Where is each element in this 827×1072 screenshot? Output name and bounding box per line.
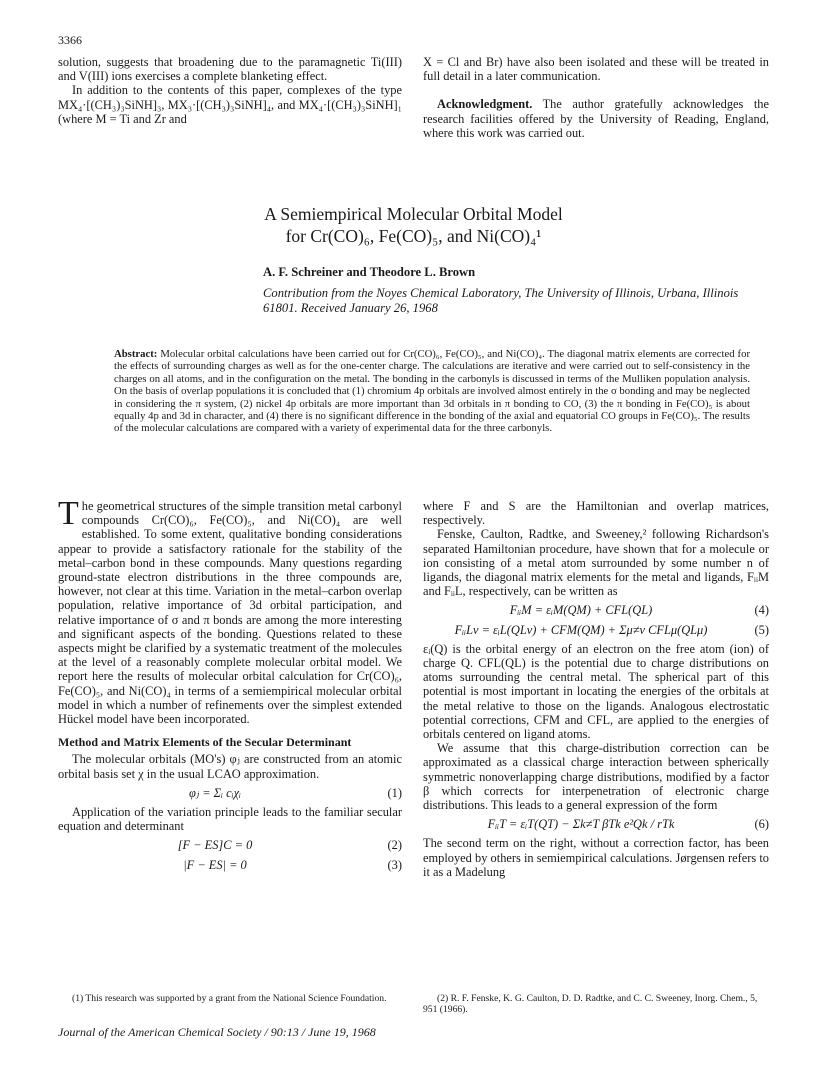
equation-5 (423, 623, 769, 637)
top-right-column (423, 55, 769, 140)
equation-1 (58, 786, 402, 800)
paragraph: Fenske, Caulton, Radtke, and Sweeney,² following Richardson's separated Hamiltonian procedure, have shown that for a molecule or ion consisting of a metal atom surrounded by some number n of ligands, the diagonal matrix elements for the metal and ligands, FᵢᵢM and FᵢᵢL, respectively, can be written as (423, 527, 769, 599)
authors: A. F. Schreiner and Theodore L. Brown (263, 265, 476, 279)
top-left-column (58, 55, 402, 126)
equation-number: (4) (754, 603, 769, 618)
equation-2 (58, 838, 402, 852)
footnote-1: (1) This research was supported by a grant from the National Science Foundation. (72, 993, 387, 1004)
paragraph: The molecular orbitals (MO's) φⱼ are constructed from an atomic orbital basis set χ in the usual LCAO approximation. (58, 752, 402, 781)
equation-expression: φⱼ = Σᵢ cᵢχᵢ (189, 785, 241, 800)
paragraph: solution, suggests that broadening due to the paramagnetic Ti(III) and V(III) ions exercises a complete blanketing effect. (58, 55, 402, 84)
title-line-1: A Semiempirical Molecular Orbital Model (264, 204, 563, 224)
page-number: 3366 (58, 33, 82, 47)
abstract-label: Abstract: (114, 348, 158, 360)
paragraph: We assume that this charge-distribution correction can be approximated as a classical charge interaction between spherically symmetric nonoverlapping charge distributions, modified by a factor β which corrects for interpenetration of electronic charge distributions. This leads to a general expression of the form (423, 741, 769, 813)
paragraph: εᵢ(Q) is the orbital energy of an electron on the free atom (ion) of charge Q. CFL(QL) is the potential due to charge distributions on atoms surrounding the central metal. The spherical part of this potential is most important in locating the energies of the orbitals at the metal relative to those on the ligands. Analogous electrostatic potential corrections, CFM and CFL, are applied to the energies of orbitals centered on ligand atoms. (423, 641, 769, 742)
paragraph: In addition to the contents of this paper, complexes of the type MX₄·[(CH₃)₃SiNH]₃, MX₃·[(CH₃)₃SiNH]₄, and MX₄·[(CH₃)₃SiNH]₁ (where M = Ti and Zr and (58, 83, 402, 126)
abstract (114, 348, 750, 435)
equation-expression: FᵢᵢM = εᵢM(QM) + CFL(QL) (509, 603, 653, 618)
section-heading: Method and Matrix Elements of the Secular Determinant (58, 735, 352, 750)
equation-4 (423, 603, 769, 617)
article-title (0, 203, 827, 247)
equation-expression: FᵢᵢLν = εᵢL(QLν) + CFM(QM) + Σμ≠ν CFLμ(QLμ) (454, 622, 708, 637)
paragraph: The second term on the right, without a correction factor, has been employed by others in semiempirical calculations. Jørgensen refers to it as a Madelung (423, 836, 769, 879)
footnote-2: (2) R. F. Fenske, K. G. Caulton, D. D. Radtke, and C. C. Sweeney, Inorg. Chem., 5, 951 (1966). (423, 993, 758, 1015)
drop-cap: T (58, 495, 79, 532)
paragraph: Application of the variation principle leads to the familiar secular equation and determinant (58, 805, 402, 834)
main-right-column (423, 499, 769, 879)
equation-number: (3) (387, 857, 402, 872)
equation-3 (58, 858, 402, 872)
acknowledgment-text: The author gratefully acknowledges the research facilities offered by the University of Reading, England, where this work was carried out. (423, 97, 769, 140)
paragraph: where F and S are the Hamiltonian and overlap matrices, respectively. (423, 499, 769, 528)
equation-number: (2) (387, 838, 402, 853)
intro-paragraph (58, 495, 402, 727)
equation-6 (423, 817, 769, 831)
equation-number: (6) (754, 817, 769, 832)
abstract-text: Molecular orbital calculations have been carried out for Cr(CO)₆, Fe(CO)₅, and Ni(CO)₄. The diagonal matrix elements are corrected for the effects of surrounding charges as well as for the one-center charge. The calculations are iterative and were carried out to self-consistency in the charges on all atoms, and in the configuration on the metal. The bonding in the carbonyls is discussed in terms of the Mulliken population analysis. On the basis of overlap populations it is concluded that (1) chromium 4p orbitals are involved almost entirely in the σ bonding and may be neglected in considering the π system, (2) nickel 4p orbitals are more important than 3d orbitals in π bonding to CO, (3) the π bonding in Fe(CO)₅ is about equally 4p and 3d in character, and (4) there is no significant difference in the bonding of the axial and equatorial CO groups in Fe(CO)₅. The results of the molecular calculations are compared with a variety of experimental data for the three carbonyls. (114, 348, 750, 435)
acknowledgment (423, 97, 769, 140)
equation-expression: [F − ES]C = 0 (177, 838, 253, 853)
affiliation: Contribution from the Noyes Chemical Laboratory, The University of Illinois, Urbana, Illinois 61801. Received January 26, 1968 (263, 286, 739, 315)
equation-expression: FᵢᵢT = εᵢT(QT) − Σk≠T βTk e²Qk / rTk (487, 817, 675, 832)
intro-text: he geometrical structures of the simple transition metal carbonyl compounds Cr(CO)₆, Fe(CO)₅, and Ni(CO)₄ are well established. To some extent, qualitative bonding considerations appear to provide a satisfactory rationale for the stability of the metal–carbon bond in these compounds. Many questions regarding ground-state electron distributions in the three compounds are, however, not clear at this time. Variation in the metal–carbon overlap population, relative importance of 3d orbital participation, and relative importance of σ and π bonds are among the more interesting and significant aspects of the bonding. Questions related to these aspects might be clarified by a systematic treatment of the molecules at the level of a reasonably complete molecular orbital model. We report here the results of molecular orbital calculation for Cr(CO)₆, Fe(CO)₅, and Ni(CO)₄ in terms of a semiempirical molecular orbital model in which a number of refinements over the simplest extended Hückel model have been incorporated. (58, 499, 402, 727)
equation-number: (5) (754, 622, 769, 637)
journal-footer: Journal of the American Chemical Society / 90:13 / June 19, 1968 (58, 1025, 376, 1039)
paragraph: X = Cl and Br) have also been isolated and these will be treated in full detail in a later communication. (423, 55, 769, 84)
equation-expression: |F − ES| = 0 (183, 857, 247, 872)
title-line-2: for Cr(CO)₆, Fe(CO)₅, and Ni(CO)₄¹ (285, 226, 542, 246)
equation-number: (1) (387, 785, 402, 800)
main-left-column (58, 495, 402, 877)
acknowledgment-label: Acknowledgment. (437, 97, 533, 112)
